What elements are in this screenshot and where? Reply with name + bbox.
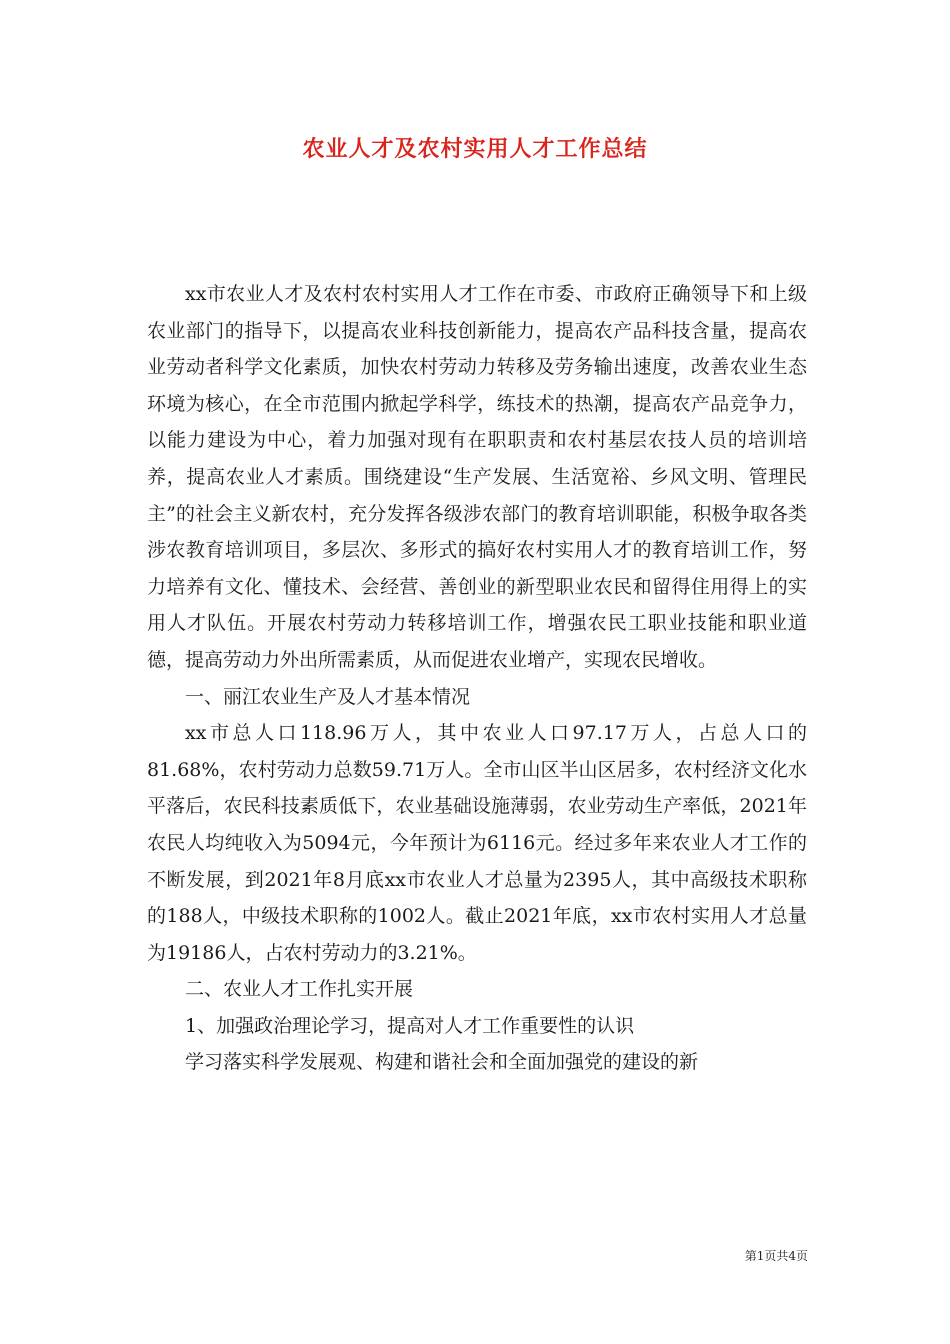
paragraph-intro: xx市农业人才及农村农村实用人才工作在市委、市政府正确领导下和上级农业部门的指导下，以提高农业科技创新能力，提高农产品科技含量，提高农业劳动者科学文化素质，加快农村劳动力转移及劳务输出速度，改善农业生态环境为核心，在全市范围内掀起学科学，练技术的热潮，提高农产品竞争力，以能力建设为中心，着力加强对现有在职职责和农村基层农技人员的培训培养，提高农业人才素质。围绕建设“生产发展、生活宽裕、乡风文明、管理民主”的社会主义新农村，充分发挥各级涉农部门的教育培训职能，积极争取各类涉农教育培训项目，多层次、多形式的搞好农村实用人才的教育培训工作，努力培养有文化、懂技术、会经营、善创业的新型职业农民和留得住用得上的实用人才队伍。开展农村劳动力转移培训工作，增强农民工职业技能和职业道德，提高劳动力外出所需素质，从而促进农业增产，实现农民增收。 bbox=[147, 283, 807, 671]
subsection-heading-1: 1、加强政治理论学习，提高对人才工作重要性的认识 bbox=[185, 1014, 635, 1037]
paragraph-statistics: xx市总人口118.96万人，其中农业人口97.17万人，占总人口的81.68%，农村劳动力总数59.71万人。全市山区半山区居多，农村经济文化水平落后，农民科技素质低下，农业基础设施薄弱，农业劳动生产率低，2021年农民人均纯收入为5094元，今年预计为6116元。经过多年来农业人才工作的不断发展，到2021年8月底xx市农业人才总量为2395人，其中高级技术职称的188人，中级技术职称的1002人。截止2021年底，xx市农村实用人才总量为19186人，占农村劳动力的3.21%。 bbox=[147, 722, 807, 964]
page-number: 第1页共4页 bbox=[744, 1249, 808, 1263]
paragraph-continued: 学习落实科学发展观、构建和谐社会和全面加强党的建设的新 bbox=[185, 1051, 699, 1074]
section-heading-1: 一、丽江农业生产及人才基本情况 bbox=[185, 685, 471, 708]
document-title: 农业人才及农村实用人才工作总结 bbox=[302, 137, 648, 162]
section-heading-2: 二、农业人才工作扎实开展 bbox=[185, 978, 414, 1001]
document-body bbox=[147, 276, 807, 1081]
